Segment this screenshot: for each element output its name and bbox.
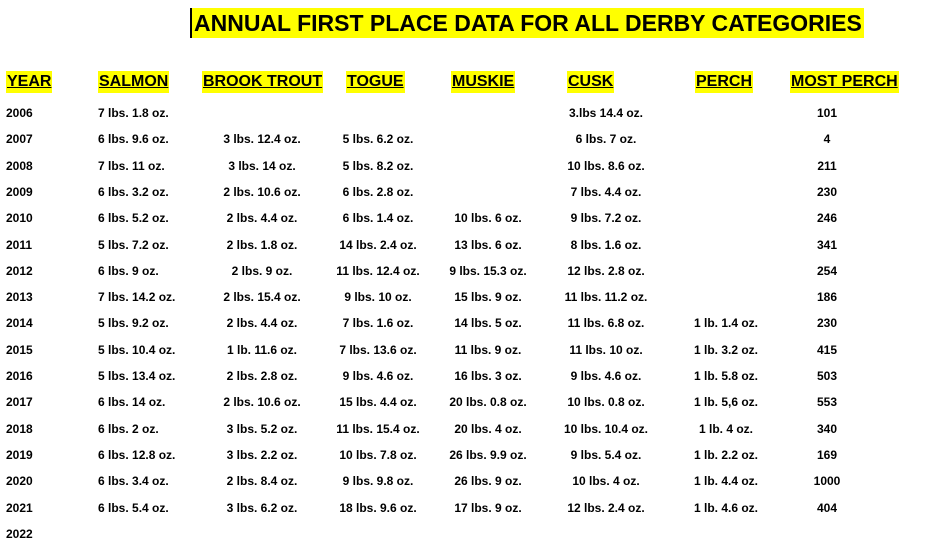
cell-year: 2017 [6,395,33,409]
cell-cusk: 10 lbs. 10.4 oz. [563,422,649,436]
cell-brook-trout: 2 lbs. 8.4 oz. [226,474,298,488]
cell-muskie: 10 lbs. 6 oz. [454,211,522,225]
cell-salmon: 6 lbs. 12.8 oz. [98,448,176,462]
cell-salmon: 6 lbs. 14 oz. [98,395,166,409]
cell-perch: 1 lb. 3.2 oz. [693,343,759,357]
cell-most-perch: 169 [816,448,838,462]
cell-most-perch: 340 [816,422,838,436]
cell-year: 2007 [6,132,33,146]
cell-togue: 6 lbs. 2.8 oz. [342,185,414,199]
cell-year: 2022 [6,527,33,541]
cell-togue: 7 lbs. 13.6 oz. [339,343,417,357]
cell-brook-trout: 2 lbs. 1.8 oz. [226,238,298,252]
cell-most-perch: 101 [816,106,838,120]
cell-brook-trout: 3 lbs. 2.2 oz. [226,448,298,462]
cell-year: 2019 [6,448,33,462]
cell-salmon: 6 lbs. 3.4 oz. [98,474,169,488]
header-most-perch: MOST PERCH [790,71,899,93]
cell-muskie: 15 lbs. 9 oz. [454,290,522,304]
cell-brook-trout: 2 lbs. 15.4 oz. [223,290,301,304]
header-salmon: SALMON [98,71,169,93]
cell-year: 2006 [6,106,33,120]
cell-year: 2016 [6,369,33,383]
cell-cusk: 10 lbs. 4 oz. [572,474,640,488]
cell-togue: 15 lbs. 4.4 oz. [339,395,417,409]
cell-year: 2008 [6,159,33,173]
cell-salmon: 6 lbs. 5.4 oz. [98,501,169,515]
cell-most-perch: 186 [816,290,838,304]
cell-most-perch: 1000 [813,474,841,488]
cell-most-perch: 341 [816,238,838,252]
cell-most-perch: 4 [823,132,831,146]
cell-year: 2018 [6,422,33,436]
cell-brook-trout: 3 lbs. 6.2 oz. [226,501,298,515]
cell-togue: 11 lbs. 12.4 oz. [336,264,420,278]
cell-togue: 11 lbs. 15.4 oz. [336,422,420,436]
cell-muskie: 9 lbs. 15.3 oz. [449,264,527,278]
cell-perch: 1 lb. 1.4 oz. [693,316,759,330]
cell-cusk: 7 lbs. 4.4 oz. [570,185,642,199]
cell-cusk: 6 lbs. 7 oz. [575,132,637,146]
cell-brook-trout: 2 lbs. 10.6 oz. [223,185,301,199]
cell-brook-trout: 2 lbs. 2.8 oz. [226,369,298,383]
cell-perch: 1 lb. 4.4 oz. [693,474,759,488]
cell-salmon: 5 lbs. 7.2 oz. [98,238,169,252]
cell-brook-trout: 2 lbs. 9 oz. [231,264,293,278]
cell-year: 2015 [6,343,33,357]
cell-cusk: 9 lbs. 4.6 oz. [570,369,642,383]
cell-most-perch: 503 [816,369,838,383]
cell-cusk: 9 lbs. 5.4 oz. [570,448,642,462]
cell-togue: 7 lbs. 1.6 oz. [342,316,414,330]
cell-salmon: 6 lbs. 9 oz. [98,264,159,278]
cell-salmon: 6 lbs. 5.2 oz. [98,211,169,225]
cell-perch: 1 lb. 5.8 oz. [693,369,759,383]
cell-salmon: 7 lbs. 14.2 oz. [98,290,176,304]
cell-year: 2009 [6,185,33,199]
cell-most-perch: 553 [816,395,838,409]
cell-salmon: 6 lbs. 2 oz. [98,422,159,436]
cell-perch: 1 lb. 2.2 oz. [693,448,759,462]
cell-cusk: 12 lbs. 2.8 oz. [567,264,645,278]
cell-togue: 5 lbs. 8.2 oz. [342,159,414,173]
cell-salmon: 5 lbs. 10.4 oz. [98,343,176,357]
header-togue: TOGUE [346,71,405,93]
cell-muskie: 20 lbs. 0.8 oz. [449,395,527,409]
cell-year: 2010 [6,211,33,225]
cell-togue: 6 lbs. 1.4 oz. [342,211,414,225]
cell-muskie: 26 lbs. 9 oz. [454,474,522,488]
cell-togue: 18 lbs. 9.6 oz. [339,501,417,515]
cell-most-perch: 404 [816,501,838,515]
cell-muskie: 26 lbs. 9.9 oz. [449,448,527,462]
cell-togue: 9 lbs. 10 oz. [344,290,412,304]
cell-year: 2011 [6,238,33,252]
header-year: YEAR [6,71,52,93]
cell-most-perch: 230 [816,185,838,199]
cell-salmon: 7 lbs. 11 oz. [98,159,165,173]
cell-perch: 1 lb. 4.6 oz. [693,501,759,515]
cell-togue: 9 lbs. 9.8 oz. [342,474,414,488]
cell-muskie: 16 lbs. 3 oz. [454,369,522,383]
cell-brook-trout: 2 lbs. 10.6 oz. [223,395,301,409]
cell-togue: 10 lbs. 7.8 oz. [339,448,417,462]
cell-brook-trout: 3 lbs. 12.4 oz. [223,132,301,146]
cell-cusk: 3.lbs 14.4 oz. [568,106,644,120]
header-perch: PERCH [695,71,753,93]
cell-cusk: 12 lbs. 2.4 oz. [567,501,645,515]
cell-muskie: 14 lbs. 5 oz. [454,316,522,330]
cell-most-perch: 211 [817,159,837,173]
page-title: ANNUAL FIRST PLACE DATA FOR ALL DERBY CATEGORIES [190,8,864,38]
cell-salmon: 6 lbs. 3.2 oz. [98,185,169,199]
header-cusk: CUSK [567,71,614,93]
cell-brook-trout: 1 lb. 11.6 oz. [226,343,298,357]
cell-salmon: 7 lbs. 1.8 oz. [98,106,169,120]
header-muskie: MUSKIE [451,71,515,93]
cell-togue: 5 lbs. 6.2 oz. [342,132,414,146]
cell-muskie: 17 lbs. 9 oz. [454,501,522,515]
cell-togue: 14 lbs. 2.4 oz. [339,238,417,252]
cell-brook-trout: 2 lbs. 4.4 oz. [226,211,298,225]
cell-most-perch: 246 [816,211,838,225]
cell-salmon: 5 lbs. 13.4 oz. [98,369,176,383]
cell-cusk: 10 lbs. 8.6 oz. [567,159,645,173]
cell-perch: 1 lb. 4 oz. [698,422,754,436]
cell-most-perch: 415 [816,343,838,357]
cell-muskie: 11 lbs. 9 oz. [454,343,522,357]
cell-cusk: 11 lbs. 11.2 oz. [564,290,648,304]
cell-brook-trout: 3 lbs. 5.2 oz. [226,422,298,436]
cell-brook-trout: 3 lbs. 14 oz. [228,159,296,173]
cell-salmon: 6 lbs. 9.6 oz. [98,132,169,146]
cell-cusk: 11 lbs. 10 oz. [569,343,643,357]
cell-most-perch: 230 [816,316,838,330]
cell-year: 2012 [6,264,33,278]
cell-cusk: 8 lbs. 1.6 oz. [570,238,642,252]
header-brook-trout: BROOK TROUT [202,71,323,93]
cell-togue: 9 lbs. 4.6 oz. [342,369,414,383]
cell-cusk: 11 lbs. 6.8 oz. [567,316,645,330]
cell-year: 2014 [6,316,33,330]
cell-year: 2013 [6,290,33,304]
cell-cusk: 9 lbs. 7.2 oz. [570,211,642,225]
cell-cusk: 10 lbs. 0.8 oz. [567,395,645,409]
cell-most-perch: 254 [816,264,838,278]
cell-perch: 1 lb. 5,6 oz. [693,395,759,409]
cell-salmon: 5 lbs. 9.2 oz. [98,316,169,330]
cell-brook-trout: 2 lbs. 4.4 oz. [226,316,298,330]
cell-year: 2020 [6,474,33,488]
cell-muskie: 20 lbs. 4 oz. [454,422,522,436]
cell-muskie: 13 lbs. 6 oz. [454,238,522,252]
cell-year: 2021 [6,501,33,515]
